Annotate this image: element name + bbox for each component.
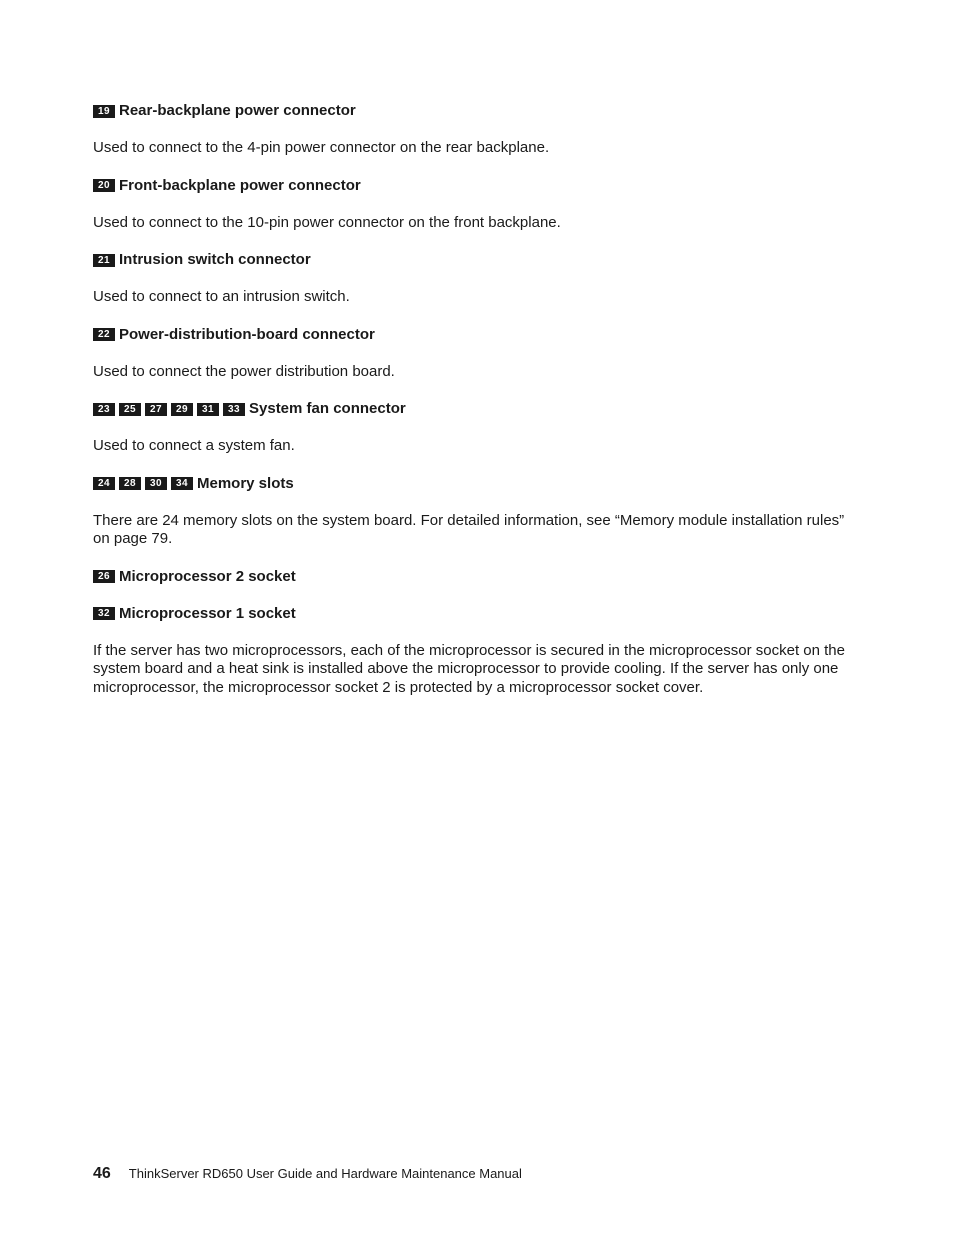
section-heading-text: Power-distribution-board connector <box>119 325 375 343</box>
section-heading-text: Intrusion switch connector <box>119 251 311 268</box>
callout-number-badge: 33 <box>223 403 245 416</box>
callout-number-badge: 34 <box>171 477 193 490</box>
section-heading <box>93 102 853 120</box>
callout-number-badge: 20 <box>93 179 115 192</box>
callout-number-badge: 31 <box>197 403 219 416</box>
callout-number-badge: 28 <box>119 477 141 490</box>
section-heading <box>93 400 853 418</box>
callout-badges <box>93 477 193 490</box>
callout-badges <box>93 328 115 341</box>
section-description: Used to connect to the 4-pin power connector on the rear backplane. <box>93 139 550 156</box>
section-heading-text: Front-backplane power connector <box>119 176 361 194</box>
document-title: ThinkServer RD650 User Guide and Hardware Maintenance Manual <box>128 1166 522 1181</box>
section-heading <box>93 475 853 493</box>
callout-number-badge: 23 <box>93 403 115 416</box>
callout-number-badge: 26 <box>93 570 115 583</box>
section-description: There are 24 memory slots on the system board. For detailed information, see “Memory module installation rules” on page 79. <box>93 511 845 547</box>
document-body <box>93 102 853 716</box>
section-heading <box>93 568 853 586</box>
section-description: Used to connect the power distribution board. <box>93 362 395 380</box>
section-description: Used to connect to an intrusion switch. <box>93 288 350 305</box>
section-heading <box>93 605 853 623</box>
callout-number-badge: 25 <box>119 403 141 416</box>
callout-number-badge: 19 <box>93 105 115 118</box>
callout-badges <box>93 570 115 583</box>
section-heading-text: System fan connector <box>249 400 406 417</box>
callout-badges <box>93 403 245 416</box>
section-heading-text: Memory slots <box>197 474 294 492</box>
callout-badges <box>93 179 115 192</box>
section-description: If the server has two microprocessors, each of the microprocessor is secured in the microprocessor socket on the system board and a heat sink is installed above the microprocessor to provide cooling. If the server has only one microprocessor, the microprocessor socket 2 is protected by a microprocessor socket cover. <box>93 641 845 696</box>
callout-badges <box>93 254 115 267</box>
section-heading-text: Rear-backplane power connector <box>119 102 356 119</box>
callout-badges <box>93 105 115 118</box>
callout-number-badge: 24 <box>93 477 115 490</box>
callout-number-badge: 29 <box>171 403 193 416</box>
callout-badges <box>93 607 115 620</box>
section-heading <box>93 251 853 269</box>
callout-number-badge: 32 <box>93 607 115 620</box>
section-description: Used to connect a system fan. <box>93 437 295 454</box>
callout-number-badge: 22 <box>93 328 115 341</box>
page-number: 46 <box>93 1165 111 1182</box>
section-heading <box>93 177 853 195</box>
section-description: Used to connect to the 10-pin power connector on the front backplane. <box>93 213 561 231</box>
callout-number-badge: 27 <box>145 403 167 416</box>
callout-number-badge: 21 <box>93 254 115 267</box>
section-heading-text: Microprocessor 2 socket <box>119 567 296 585</box>
page-footer <box>93 1165 522 1183</box>
section-heading-text: Microprocessor 1 socket <box>119 604 296 622</box>
callout-number-badge: 30 <box>145 477 167 490</box>
section-heading <box>93 326 853 344</box>
